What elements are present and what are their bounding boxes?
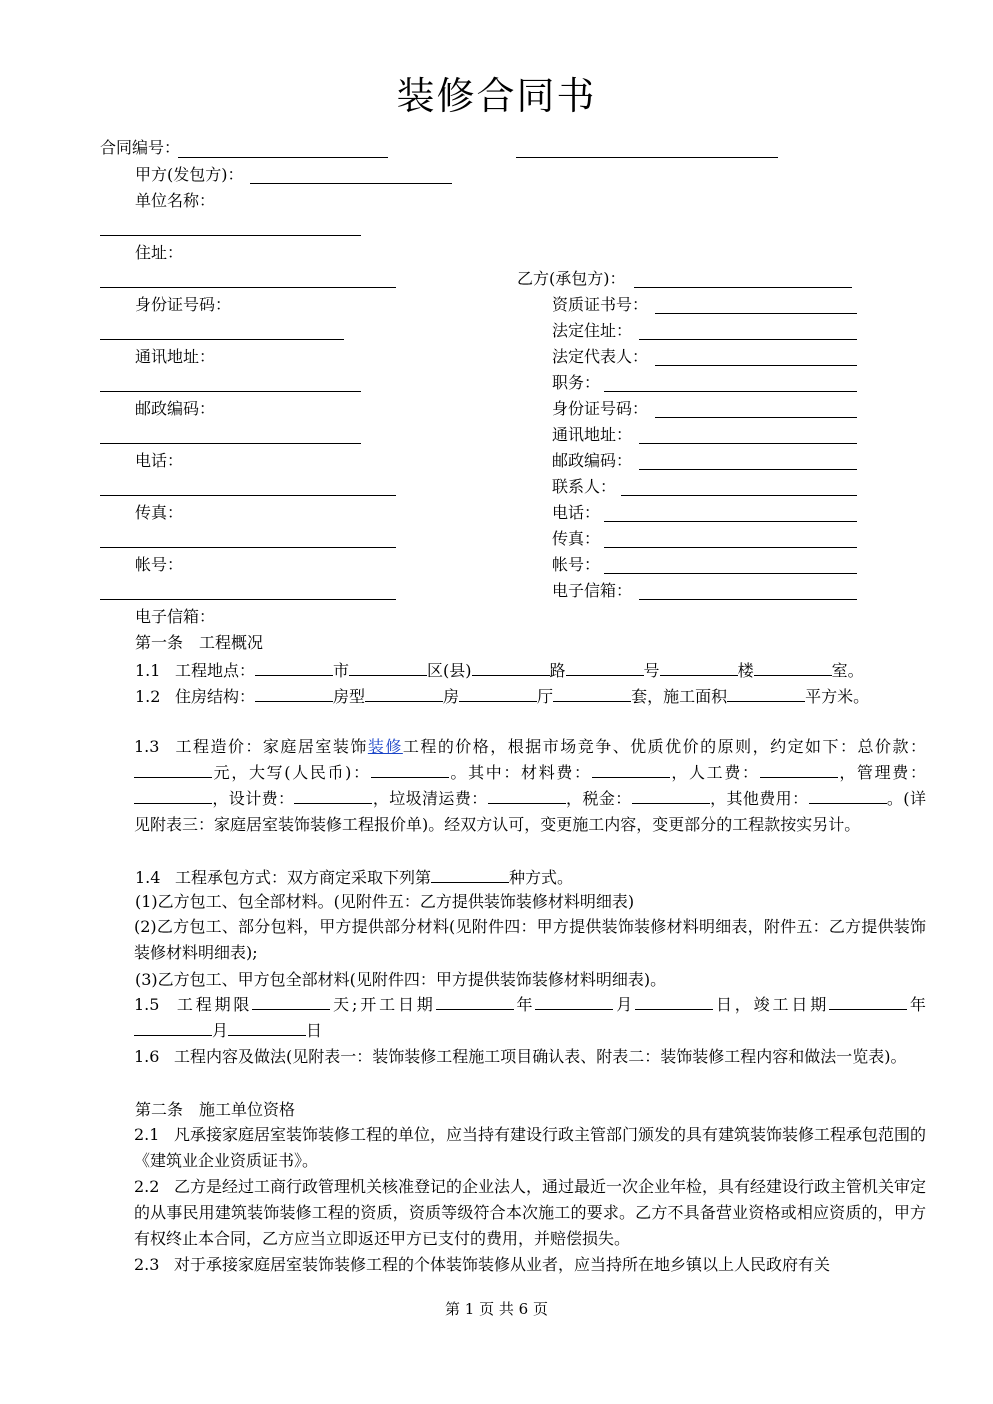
party-a-phone-line[interactable]	[100, 495, 396, 496]
blank-field[interactable]	[632, 787, 710, 804]
blank-field[interactable]	[134, 787, 212, 804]
text: ，管理费：	[837, 763, 926, 782]
option-1: (1)乙方包工、包全部材料。(见附件五：乙方提供装饰装修材料明细表)	[135, 892, 635, 911]
party-b-mail-addr-line[interactable]	[639, 443, 857, 444]
party-a-line[interactable]	[250, 183, 452, 184]
section-1-3	[100, 734, 926, 838]
party-b-legal-addr: 法定住址：	[552, 321, 633, 340]
section-number: 1.6	[134, 1047, 160, 1066]
party-b-cert-no-line[interactable]	[655, 313, 857, 314]
hall-label: 厅	[537, 687, 554, 706]
party-a-account: 帐号：	[135, 555, 184, 574]
blank-field[interactable]	[349, 659, 427, 676]
blank-field[interactable]	[472, 659, 550, 676]
district-label: 区(县)	[427, 661, 472, 680]
blank-field[interactable]	[294, 787, 372, 804]
section-number: 1.4	[135, 868, 161, 887]
party-a-address-line[interactable]	[100, 287, 396, 288]
text: 工程内容及做法(见附表一：装饰装修工程施工项目确认表、附表二：装饰装修工程内容和做法一览表)。	[174, 1047, 907, 1066]
party-b-label: 乙方(承包方)：	[517, 269, 626, 288]
blank-field[interactable]	[252, 993, 330, 1010]
blank-field[interactable]	[809, 787, 887, 804]
party-b-fax-line[interactable]	[604, 547, 857, 548]
section-number: 1.5	[134, 995, 160, 1014]
text: 乙方是经过工商行政管理机关核准登记的企业法人，通过最近一次企业年检，具有经建设行政主管机关审定的从事民用建筑装饰装修工程的资质，资质等级符合本次施工的要求。乙方不具备营业资格或相应资质的，甲方有权终止本合同，乙方应当立即返还甲方已支付的费用，并赔偿损失。	[134, 1177, 927, 1248]
section-number: 2.3	[134, 1255, 160, 1274]
blank-field[interactable]	[727, 685, 805, 702]
city-label: 市	[333, 661, 350, 680]
blank-field[interactable]	[635, 993, 713, 1010]
text: 月	[212, 1021, 229, 1040]
party-b-position: 职务：	[552, 373, 601, 392]
section-2-1	[100, 1122, 926, 1174]
blank-field[interactable]	[459, 685, 537, 702]
party-a-mail-addr: 通讯地址：	[135, 347, 216, 366]
party-b-id-no-line[interactable]	[655, 417, 857, 418]
building-label: 楼	[737, 661, 754, 680]
section-1-4	[135, 866, 573, 888]
party-b-legal-rep-line[interactable]	[655, 365, 857, 366]
party-a-mail-addr-line[interactable]	[100, 391, 361, 392]
blank-field[interactable]	[754, 659, 832, 676]
sqm-label: 平方米。	[805, 687, 870, 706]
contract-extra-line[interactable]	[516, 157, 778, 158]
page-footer: 第 1 页 共 6 页	[445, 1300, 548, 1318]
blank-field[interactable]	[255, 685, 333, 702]
blank-field[interactable]	[592, 761, 670, 778]
blank-field[interactable]	[535, 993, 613, 1010]
section-1-2	[135, 685, 869, 707]
section-2-3	[100, 1252, 926, 1278]
article-2-heading: 第二条 施工单位资格	[135, 1100, 296, 1119]
text: 工程承包方式：双方商定采取下列第	[175, 868, 432, 887]
text: ，人工费：	[669, 763, 760, 782]
blank-field[interactable]	[134, 761, 212, 778]
text: 年	[907, 995, 926, 1014]
room-label: 房	[443, 687, 460, 706]
section-number: 1.1	[135, 661, 161, 680]
text: 凡承接家庭居室装饰装修工程的单位，应当持有建设行政主管部门颁发的具有建筑装饰装修工程承包范围的《建筑业企业资质证书》。	[134, 1125, 927, 1170]
section-1-6	[100, 1044, 926, 1070]
text: 日，竣工日期	[713, 995, 830, 1014]
blank-field[interactable]	[228, 1019, 306, 1036]
area-label: 套，施工面积	[631, 687, 728, 706]
blank-field[interactable]	[553, 685, 631, 702]
text: 日	[306, 1021, 323, 1040]
text: 天;开工日期	[330, 995, 436, 1014]
party-a-label: 甲方(发包方)：	[135, 165, 244, 184]
text: 年	[513, 995, 536, 1014]
party-a-id-no: 身份证号码：	[135, 295, 232, 314]
option-3: (3)乙方包工、甲方包全部材料(见附件四：甲方提供装饰装修材料明细表)。	[135, 970, 667, 989]
blank-field[interactable]	[488, 787, 566, 804]
blank-field[interactable]	[134, 1019, 212, 1036]
option-2: (2)乙方包工、部分包料，甲方提供部分材料(见附件四：甲方提供装饰装修材料明细表，附件五：乙方提供装饰装修材料明细表);	[134, 917, 926, 962]
party-a-unit-name: 单位名称：	[135, 191, 216, 210]
section-1-1	[135, 659, 864, 681]
party-b-cert-no: 资质证书号：	[552, 295, 649, 314]
blank-field[interactable]	[436, 993, 514, 1010]
text: 月	[613, 995, 636, 1014]
party-b-phone: 电话：	[552, 503, 601, 522]
section-1-5	[100, 992, 926, 1044]
blank-field[interactable]	[255, 659, 333, 676]
party-b-legal-rep: 法定代表人：	[552, 347, 649, 366]
blank-field[interactable]	[566, 659, 644, 676]
decoration-link[interactable]: 装修	[367, 737, 403, 756]
party-b-email: 电子信箱：	[552, 581, 633, 600]
layout-label: 房型	[333, 687, 366, 706]
party-b-contact: 联系人：	[552, 477, 617, 496]
text: 对于承接家庭居室装饰装修工程的个体装饰装修从业者，应当持所在地乡镇以上人民政府有关	[174, 1255, 831, 1274]
room-label: 室。	[831, 661, 864, 680]
section-number: 1.3	[134, 737, 160, 756]
document-title: 装修合同书	[396, 74, 597, 118]
party-b-account-line[interactable]	[604, 573, 857, 574]
party-b-legal-addr-line[interactable]	[639, 339, 857, 340]
article-1-heading: 第一条 工程概况	[135, 633, 264, 652]
road-label: 路	[549, 661, 566, 680]
text: 工程的价格，根据市场竞争、优质优价的原则，约定如下：总价款：	[402, 737, 926, 756]
location-label: 工程地点：	[175, 661, 256, 680]
party-b-mail-addr: 通讯地址：	[552, 425, 633, 444]
party-b-account: 帐号：	[552, 555, 601, 574]
blank-field[interactable]	[431, 866, 509, 883]
party-a-address: 住址：	[135, 243, 184, 262]
text: ，税金：	[565, 789, 632, 808]
section-number: 1.2	[135, 687, 161, 706]
section-number: 2.1	[134, 1125, 160, 1144]
text: 元，大写(人民币)：	[212, 763, 371, 782]
section-2-2	[100, 1174, 926, 1252]
contract-no-line[interactable]	[178, 157, 388, 158]
text: 。(详见附表三：家庭居室装饰装修工程报价单)。经双方认可，变更施工内容，变更部分的工程款按实另计。	[134, 789, 926, 834]
party-b-contact-line[interactable]	[621, 495, 857, 496]
blank-field[interactable]	[829, 993, 907, 1010]
party-a-unit-name-line[interactable]	[100, 235, 361, 236]
blank-field[interactable]	[760, 761, 838, 778]
party-b-line[interactable]	[634, 287, 852, 288]
text: ，其他费用：	[709, 789, 809, 808]
text: 工程期限	[174, 995, 253, 1014]
party-a-fax-line[interactable]	[100, 547, 396, 548]
section-number: 2.2	[134, 1177, 160, 1196]
party-b-id-no: 身份证号码：	[552, 399, 649, 418]
blank-field[interactable]	[371, 761, 449, 778]
blank-field[interactable]	[660, 659, 738, 676]
structure-label: 住房结构：	[175, 687, 256, 706]
party-a-id-no-line[interactable]	[100, 339, 344, 340]
contract-no-label: 合同编号：	[100, 138, 181, 157]
party-a-email: 电子信箱：	[135, 607, 216, 626]
text: 种方式。	[509, 868, 574, 887]
party-b-phone-line[interactable]	[604, 521, 857, 522]
text: ，设计费：	[212, 789, 295, 808]
text: 工程造价：家庭居室装饰	[174, 737, 368, 756]
party-a-phone: 电话：	[135, 451, 184, 470]
party-b-email-line[interactable]	[639, 599, 857, 600]
party-b-fax: 传真：	[552, 529, 601, 548]
text: ，垃圾清运费：	[372, 789, 488, 808]
party-b-position-line[interactable]	[604, 391, 857, 392]
party-a-fax: 传真：	[135, 503, 184, 522]
number-label: 号	[643, 661, 660, 680]
text: 。其中：材料费：	[448, 763, 592, 782]
party-a-account-line[interactable]	[100, 599, 396, 600]
party-a-postcode-line[interactable]	[100, 443, 361, 444]
party-a-postcode: 邮政编码：	[135, 399, 216, 418]
blank-field[interactable]	[365, 685, 443, 702]
party-b-postcode-line[interactable]	[639, 469, 857, 470]
party-b-postcode: 邮政编码：	[552, 451, 633, 470]
